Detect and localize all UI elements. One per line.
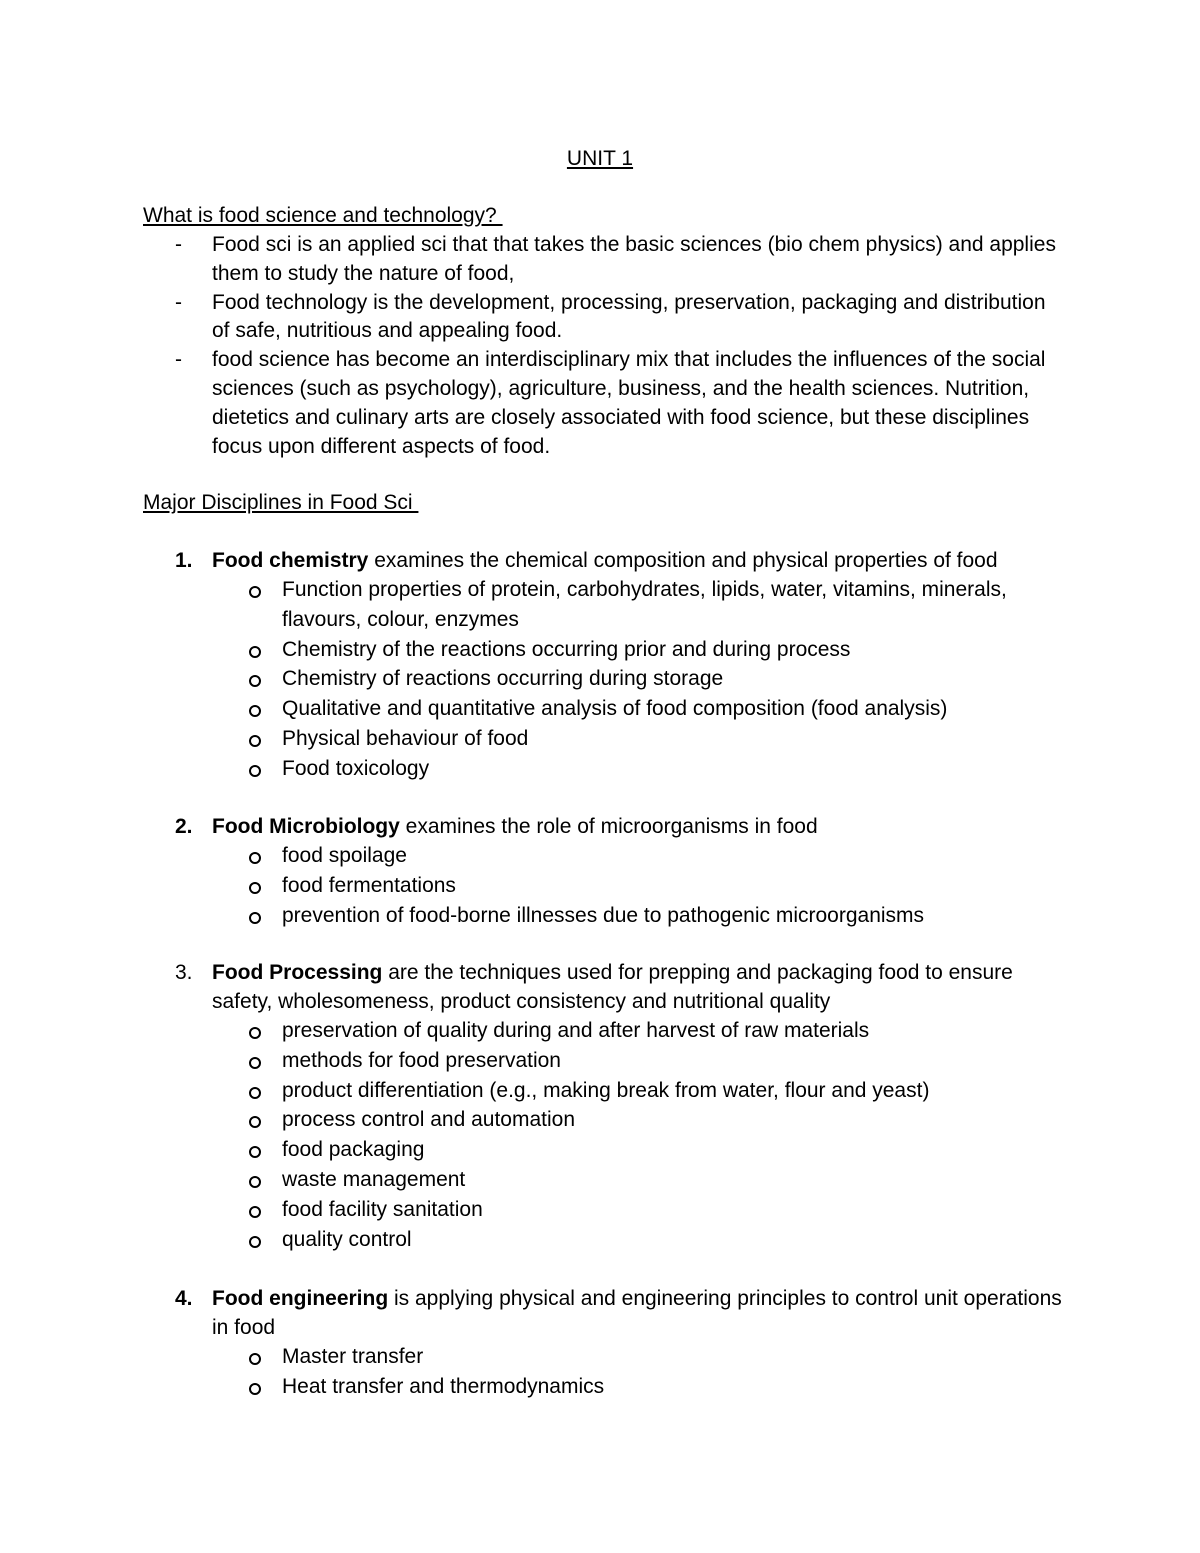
list-item [143, 346, 1063, 461]
list-item-text: Function properties of protein, carbohydrates, lipids, water, vitamins, minerals, flavours, colour, enzymes [282, 578, 1007, 631]
list-number: 1. [175, 549, 193, 572]
sub-list [143, 575, 1063, 784]
discipline-heading [143, 546, 1063, 575]
discipline-food-processing [143, 958, 1063, 1254]
list-item-text: Physical behaviour of food [282, 726, 529, 750]
circle-bullet-icon [249, 1383, 261, 1395]
circle-bullet-icon [249, 735, 261, 747]
section-heading-what-is-food-science: What is food science and technology? [143, 204, 503, 227]
list-item-text: prevention of food-borne illnesses due to pathogenic microorganisms [282, 903, 925, 927]
discipline-food-engineering [143, 1284, 1063, 1402]
list-item [143, 1165, 1063, 1195]
list-item-text: food facility sanitation [282, 1197, 483, 1221]
circle-bullet-icon [249, 882, 261, 894]
list-item [143, 901, 1063, 931]
section-heading-major-disciplines: Major Disciplines in Food Sci [143, 491, 419, 514]
circle-bullet-icon [249, 1027, 261, 1039]
list-item [143, 664, 1063, 694]
list-item-text: Food toxicology [282, 756, 430, 780]
discipline-heading [143, 1284, 1063, 1342]
list-item-text: Food technology is the development, processing, preservation, packaging and distribution of safe, nutritious and appealing food. [212, 290, 1046, 343]
list-item [143, 841, 1063, 871]
definition-list [143, 231, 1063, 461]
list-item [143, 1372, 1063, 1402]
discipline-food-chemistry [143, 546, 1063, 784]
discipline-description: is applying physical and engineering principles to control unit operations in food [212, 1287, 1062, 1339]
list-item-text: quality control [282, 1227, 412, 1251]
discipline-description: examines the chemical composition and physical properties of food [368, 549, 998, 572]
list-item-text: process control and automation [282, 1108, 576, 1132]
list-number: 2. [175, 815, 193, 838]
discipline-term: Food Processing [212, 961, 383, 984]
discipline-heading [143, 812, 1063, 841]
list-item [143, 1016, 1063, 1046]
circle-bullet-icon [249, 1206, 261, 1218]
list-item-text: food science has become an interdisciplinary mix that includes the influences of the social sciences (such as psychology), agriculture, business, and the health sciences. Nutrition, dietetics and culinary arts are closely associated with food science, but these disciplines focus upon different aspects of food. [212, 348, 1046, 458]
list-item-text: Food sci is an applied sci that that takes the basic sciences (bio chem physics) and applies them to study the nature of food, [212, 233, 1056, 285]
dash-bullet: - [175, 290, 182, 314]
list-item [143, 289, 1063, 347]
dash-bullet: - [175, 348, 182, 372]
list-item-text: waste management [282, 1167, 466, 1191]
list-item [143, 635, 1063, 665]
list-number: 3. [175, 961, 193, 984]
circle-bullet-icon [249, 675, 261, 687]
list-item [143, 575, 1063, 635]
discipline-heading [143, 958, 1063, 1016]
list-item [143, 1135, 1063, 1165]
list-item [143, 871, 1063, 901]
discipline-term: Food Microbiology [212, 815, 400, 838]
circle-bullet-icon [249, 586, 261, 598]
circle-bullet-icon [249, 1176, 261, 1188]
sub-list [143, 841, 1063, 930]
list-item [143, 754, 1063, 784]
page-title: UNIT 1 [566, 147, 634, 170]
circle-bullet-icon [249, 1353, 261, 1365]
circle-bullet-icon [249, 852, 261, 864]
list-number: 4. [175, 1287, 193, 1310]
sub-list [143, 1016, 1063, 1254]
list-item-text: food packaging [282, 1138, 425, 1162]
list-item [143, 1195, 1063, 1225]
circle-bullet-icon [249, 1087, 261, 1099]
list-item [143, 1105, 1063, 1135]
list-item-text: preservation of quality during and after harvest of raw materials [282, 1019, 870, 1042]
discipline-term: Food engineering [212, 1287, 389, 1310]
list-item-text: food fermentations [282, 873, 456, 897]
list-item [143, 724, 1063, 754]
circle-bullet-icon [249, 1116, 261, 1128]
list-item [143, 1225, 1063, 1255]
dash-bullet: - [175, 233, 182, 256]
list-item-text: food spoilage [282, 844, 407, 867]
sub-list [143, 1342, 1063, 1402]
list-item-text: product differentiation (e.g., making break from water, flour and yeast) [282, 1078, 930, 1102]
list-item [143, 1046, 1063, 1076]
discipline-description: examines the role of microorganisms in food [399, 815, 818, 838]
list-item-text: Master transfer [282, 1345, 424, 1368]
list-item [143, 1342, 1063, 1372]
circle-bullet-icon [249, 646, 261, 658]
circle-bullet-icon [249, 912, 261, 924]
list-item [143, 694, 1063, 724]
discipline-term: Food chemistry [212, 549, 369, 572]
list-item-text: Chemistry of reactions occurring during storage [282, 667, 724, 691]
list-item-text: Heat transfer and thermodynamics [282, 1374, 605, 1398]
list-item [143, 231, 1063, 289]
circle-bullet-icon [249, 705, 261, 717]
circle-bullet-icon [249, 1057, 261, 1069]
circle-bullet-icon [249, 1146, 261, 1158]
list-item [143, 1076, 1063, 1106]
circle-bullet-icon [249, 1236, 261, 1248]
list-item-text: Qualitative and quantitative analysis of food composition (food analysis) [282, 697, 948, 721]
list-item-text: methods for food preservation [282, 1048, 561, 1072]
discipline-description: are the techniques used for prepping and packaging food to ensure safety, wholesomeness, product consistency and nutritional quality [212, 961, 1013, 1013]
circle-bullet-icon [249, 765, 261, 777]
list-item-text: Chemistry of the reactions occurring prior and during process [282, 637, 851, 661]
discipline-food-microbiology [143, 812, 1063, 930]
